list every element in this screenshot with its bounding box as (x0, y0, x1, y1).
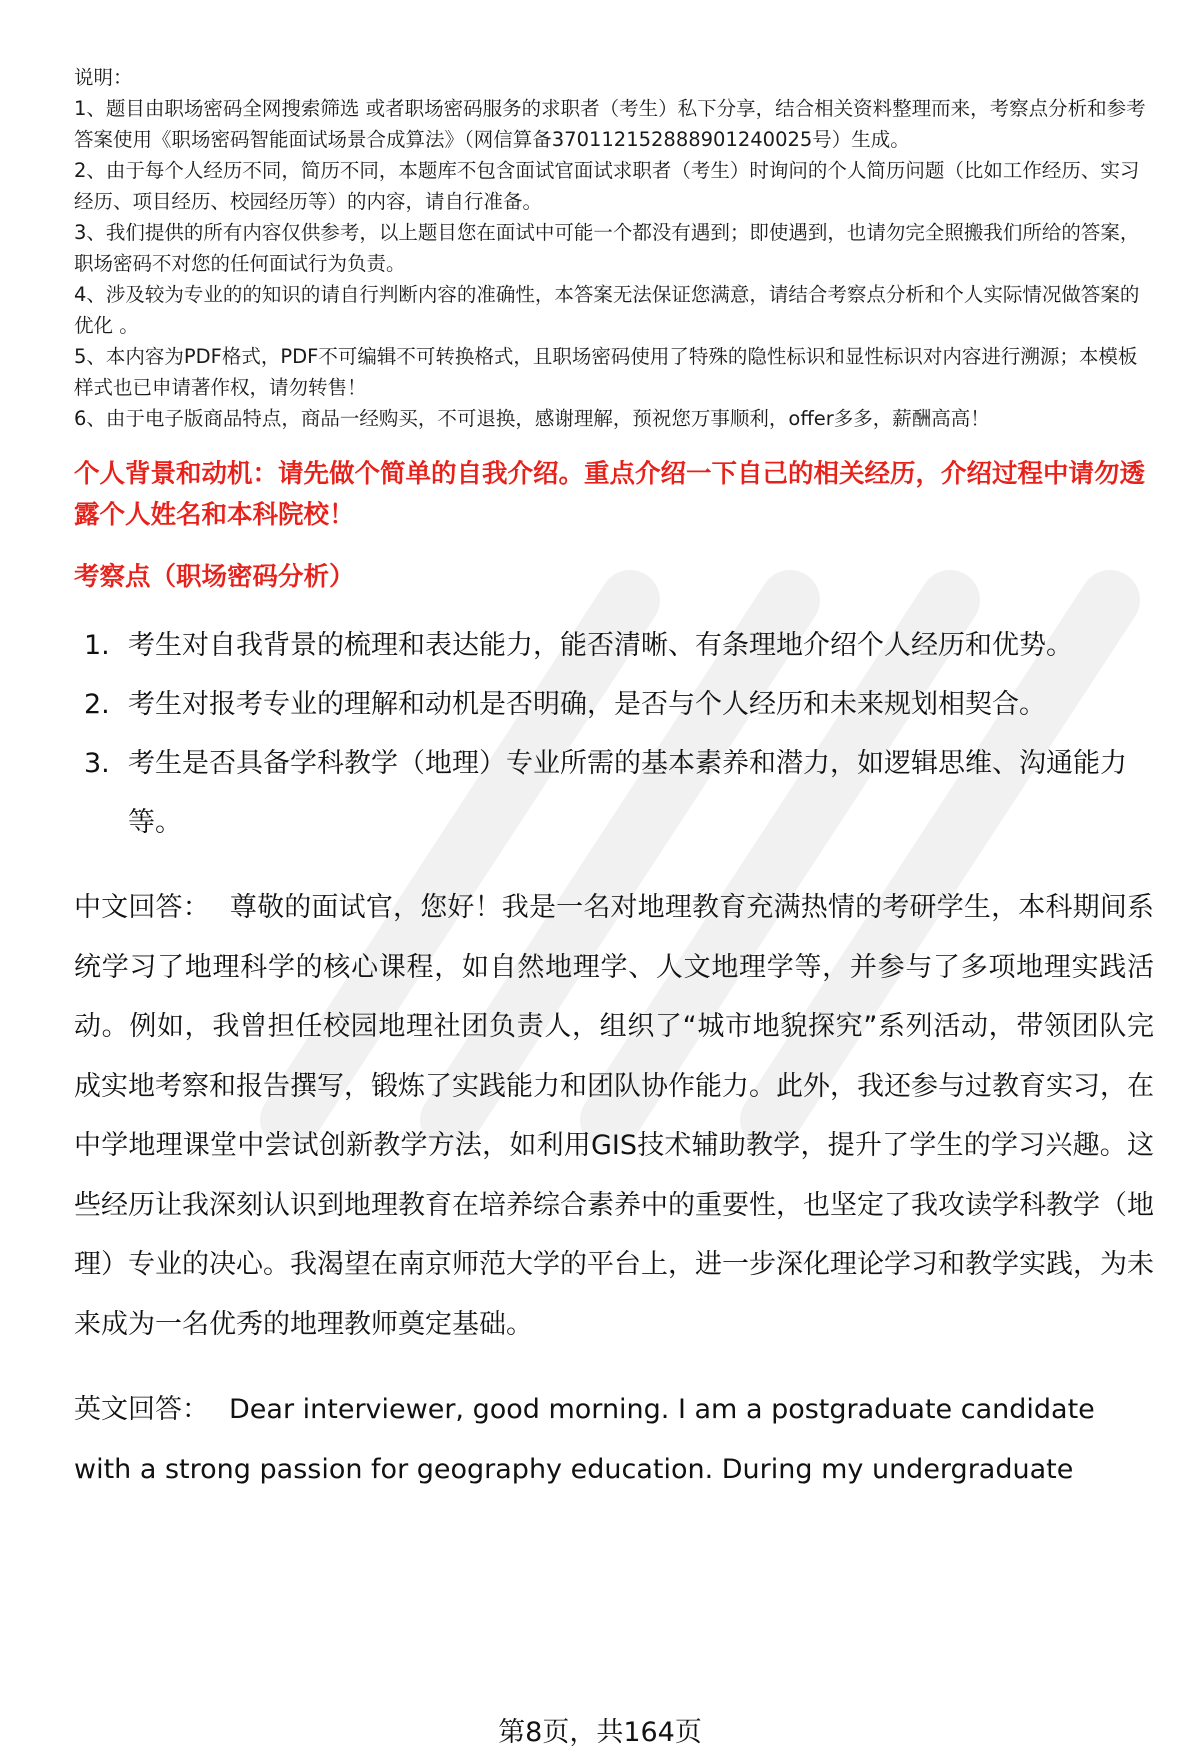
point-number: 2. (84, 689, 110, 720)
interview-question: 个人背景和动机：请先做个简单的自我介绍。重点介绍一下自己的相关经历，介绍过程中请勿透露个人姓名和本科院校！ (74, 459, 1146, 530)
point-text: 考生对自我背景的梳理和表达能力，能否清晰、有条理地介绍个人经历和优势。 (128, 630, 1073, 661)
document-page (74, 62, 1154, 1499)
analysis-title: 考察点（职场密码分析） (74, 562, 355, 592)
chinese-answer-text: 尊敬的面试官，您好！我是一名对地理教育充满热情的考研学生，本科期间系统学习了地理科学的核心课程，如自然地理学、人文地理学等，并参与了多项地理实践活动。例如，我曾担任校园地理社团负责人，组织了“城市地貌探究”系列活动，带领团队完成实地考察和报告撰写，锻炼了实践能力和团队协作能力。此外，我还参与过教育实习，在中学地理课堂中尝试创新教学方法，如利用GIS技术辅助教学，提升了学生的学习兴趣。这些经历让我深刻认识到地理教育在培养综合素养中的重要性，也坚定了我攻读学科教学（地理）专业的决心。我渴望在南京师范大学的平台上，进一步深化理论学习和教学实践，为未来成为一名优秀的地理教师奠定基础。 (74, 892, 1154, 1340)
point-number: 1. (84, 630, 110, 661)
notice-item: 1、题目由职场密码全网搜索筛选 或者职场密码服务的求职者（考生）私下分享，结合相关资料整理而来，考察点分析和参考答案使用《职场密码智能面试场景合成算法》（网信算备370112152888901240025号）生成。 (74, 97, 1146, 151)
notice-item: 3、我们提供的所有内容仅供参考，以上题目您在面试中可能一个都没有遇到；即使遇到，也请勿完全照搬我们所给的答案，职场密码不对您的任何面试行为负责。 (74, 221, 1140, 275)
notice-item: 4、涉及较为专业的的知识的请自行判断内容的准确性，本答案无法保证您满意，请结合考察点分析和个人实际情况做答案的优化 。 (74, 283, 1140, 337)
notice-item: 2、由于每个人经历不同，简历不同，本题库不包含面试官面试求职者（考生）时询问的个人简历问题（比如工作经历、实习经历、项目经历、校园经历等）的内容，请自行准备。 (74, 159, 1140, 213)
english-answer-text: Dear interviewer, good morning. I am a postgraduate candidate with a strong passion for geography education. During my undergraduate (74, 1394, 1095, 1485)
point-text: 考生是否具备学科教学（地理）专业所需的基本素养和潜力，如逻辑思维、沟通能力等。 (128, 748, 1127, 838)
notice-item: 5、本内容为PDF格式，PDF不可编辑不可转换格式，且职场密码使用了特殊的隐性标识和显性标识对内容进行溯源；本模板样式也已申请著作权，请勿转售！ (74, 345, 1138, 399)
analysis-point (74, 675, 1154, 734)
chinese-answer-label: 中文回答： (74, 892, 210, 923)
page-footer: 第8页，共164页 (498, 1717, 702, 1748)
analysis-point (74, 734, 1154, 852)
notice-heading: 说明： (74, 66, 133, 89)
notice-item: 6、由于电子版商品特点，商品一经购买，不可退换，感谢理解，预祝您万事顺利，offer多多，薪酬高高！ (74, 407, 990, 430)
analysis-point (74, 616, 1154, 675)
point-text: 考生对报考专业的理解和动机是否明确，是否与个人经历和未来规划相契合。 (128, 689, 1046, 720)
english-answer-label: 英文回答： (74, 1394, 209, 1425)
point-number: 3. (84, 748, 110, 779)
english-answer (74, 1380, 1154, 1499)
chinese-answer (74, 878, 1154, 1354)
notice-section (74, 62, 1154, 434)
analysis-points (74, 616, 1154, 852)
